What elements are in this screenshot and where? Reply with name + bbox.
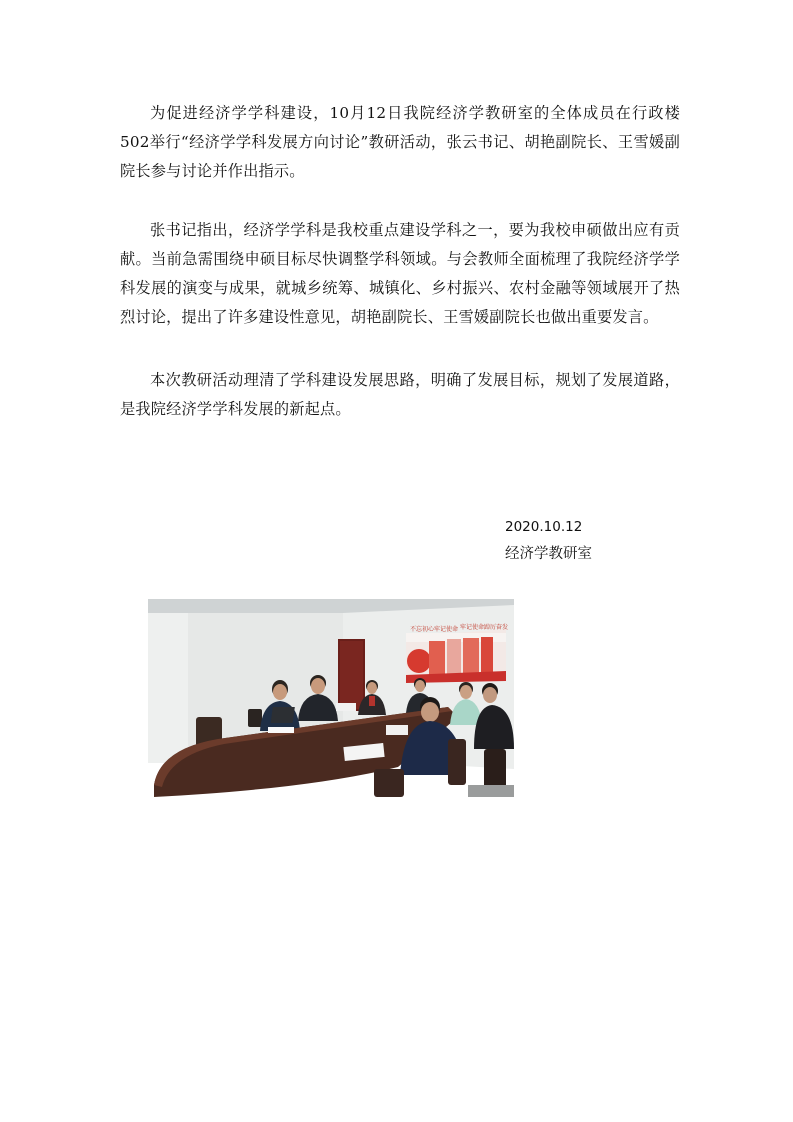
signature-organization: 经济学教研室 [505, 546, 592, 562]
meeting-photo [148, 599, 514, 797]
paragraph-intro: 为促进经济学学科建设，10月12日我院经济学教研室的全体成员在行政楼502举行“经济学学科发展方向讨论”教研活动，张云书记、胡艳副院长、王雪媛副院长参与讨论并作出指示。 [120, 104, 680, 180]
paragraph-conclusion: 本次教研活动理清了学科建设发展思路，明确了发展目标，规划了发展道路，是我院经济学学科发展的新起点。 [120, 371, 680, 418]
wall-banner-left: 不忘初心牢记使命 [410, 626, 459, 633]
paragraph-discussion: 张书记指出，经济学学科是我校重点建设学科之一，要为我校申硕做出应有贡献。当前急需围绕申硕目标尽快调整学科领域。与会教师全面梳理了我院经济学学科发展的演变与成果，就城乡统筹、城镇化、乡村振兴、农村金融等领域展开了热烈讨论，提出了许多建设性意见，胡艳副院长、王雪媛副院长也做出重要发言。 [120, 221, 680, 326]
signature-date: 2020.10.12 [505, 519, 583, 535]
wall-banner-right: 牢记使命踔厉奋发 [460, 624, 509, 631]
